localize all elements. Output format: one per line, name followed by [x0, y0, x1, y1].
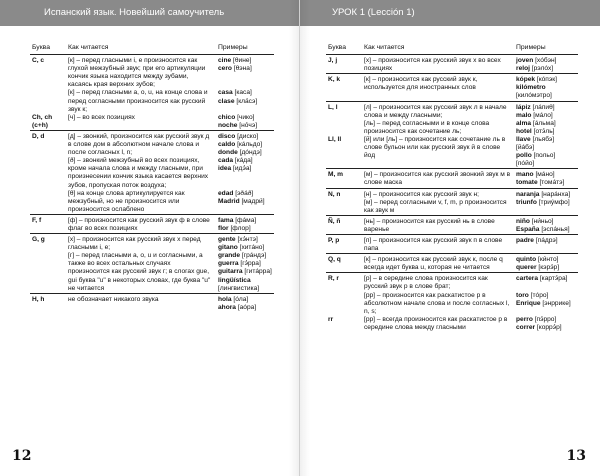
example-transcription: [мадри́]: [241, 197, 265, 205]
example-transcription: [гэ́рра]: [240, 260, 261, 268]
example-item: [516, 84, 576, 100]
example-item: [516, 120, 576, 128]
example-word: clase: [218, 97, 235, 105]
example-item: [516, 237, 576, 245]
letter-cell: K, k: [326, 74, 362, 101]
example-transcription: [томáтэ]: [539, 179, 565, 187]
example-item: [218, 190, 272, 198]
letter-cell: J, j: [326, 55, 362, 74]
table-row: [326, 199, 578, 216]
letter-cell: Q, q: [326, 254, 362, 273]
table-row: [30, 293, 274, 312]
example-word: mano: [516, 171, 534, 179]
example-word: malo: [516, 111, 532, 119]
example-word: flor: [218, 224, 229, 232]
table-row: [326, 55, 578, 74]
example-transcription: [хитáно]: [239, 244, 265, 252]
table-header-row: [326, 44, 578, 55]
column-header: Примеры: [514, 44, 578, 55]
column-header: Как читается: [362, 44, 514, 55]
example-item: [516, 264, 576, 272]
letter-cell: [326, 199, 362, 216]
example-item: [218, 65, 272, 73]
example-item: [516, 226, 576, 234]
examples-cell: [514, 55, 578, 74]
right-page: [300, 0, 600, 476]
example-transcription: [йáбэ]: [516, 144, 535, 152]
pronunciation-cell: [ль] – перед согласными и в конце слова произносится как сочетание ль;: [364, 119, 490, 135]
example-transcription: [картэ́ра]: [539, 275, 568, 283]
pronunciation-cell: [θ] на конце слова артикулируется как межзубный, но не произносится или произносится ослаблено: [68, 189, 185, 213]
column-header: Буква: [326, 44, 362, 55]
example-item: [218, 165, 272, 173]
pronunciation-cell: [к] – перед гласными a, o, u, на конце слова и перед согласными произносится как русский звук к;: [68, 89, 208, 113]
pronunciation-cell: [л] – произносится как русский звук л в начале слова и между гласными;: [362, 101, 514, 120]
examples-cell: [216, 214, 274, 233]
example-transcription: [энррике]: [542, 299, 571, 307]
example-word: hola: [218, 295, 232, 303]
example-item: [218, 260, 272, 268]
example-transcription: [áльма]: [532, 119, 556, 127]
letter-cell: Ñ, ñ: [326, 215, 362, 234]
example-item: [218, 244, 272, 252]
example-item: [218, 217, 272, 225]
table-row: [30, 55, 274, 90]
table-header-row: [30, 44, 274, 55]
example-item: [516, 152, 576, 160]
example-transcription: [кóпэк]: [536, 76, 557, 84]
table-row: [326, 273, 578, 292]
running-header: УРОК 1 (Lección 1): [300, 0, 600, 26]
example-word: cada: [218, 157, 234, 165]
example-item: [516, 104, 576, 112]
example-word: lingüística: [218, 276, 251, 284]
example-transcription: [кáда]: [234, 157, 253, 165]
example-transcription: [фáма]: [235, 216, 257, 224]
examples-cell: [514, 199, 578, 216]
table-row: [30, 157, 274, 189]
table-row: [30, 214, 274, 233]
examples-cell: [216, 130, 274, 157]
example-word: idea: [218, 165, 232, 173]
letter-cell: R, r: [326, 273, 362, 292]
pronunciation-cell: [рр] – произносится как раскатистое р в абсолютном начале слова и после согласных l, n, s;: [364, 291, 510, 315]
example-item: [516, 292, 576, 300]
pronunciation-table: [326, 44, 578, 332]
example-item: [516, 300, 576, 308]
example-transcription: [флор]: [230, 224, 251, 232]
example-word: perro: [516, 315, 533, 323]
page-number: 12: [12, 448, 32, 464]
example-item: [218, 141, 272, 149]
page-number: 13: [566, 448, 586, 464]
example-word: chico: [218, 113, 236, 121]
examples-cell: [216, 293, 274, 312]
pronunciation-cell: [ф] – произносится как русский звук ф в слове флаг во всех позициях: [66, 214, 216, 233]
example-word: cine: [218, 57, 232, 65]
letter-cell: [30, 157, 66, 189]
example-transcription: [аóра]: [237, 303, 257, 311]
example-transcription: [хэ́нтэ]: [237, 236, 258, 244]
example-word: llave: [516, 135, 531, 143]
example-transcription: [нарáнха]: [541, 190, 571, 198]
gutter-shadow: [300, 0, 310, 476]
letter-cell: [30, 252, 66, 293]
example-item: [218, 277, 272, 293]
table-row: [326, 316, 578, 332]
letter-cell: G, g: [30, 234, 66, 253]
example-transcription: [отэ́ль]: [533, 127, 555, 135]
table-row: [30, 89, 274, 113]
example-word: gente: [218, 236, 236, 244]
example-word: donde: [218, 149, 238, 157]
example-word: grande: [218, 252, 240, 260]
example-transcription: [θине]: [233, 57, 252, 65]
examples-cell: [216, 114, 274, 131]
letter-cell: H, h: [30, 293, 66, 312]
example-word: naranja: [516, 190, 540, 198]
example-transcription: [эспáнья]: [541, 225, 570, 233]
column-header: Буква: [30, 44, 66, 55]
example-item: [516, 112, 576, 120]
example-item: [218, 98, 272, 106]
example-item: [516, 171, 576, 179]
examples-cell: [514, 234, 578, 253]
example-item: [218, 236, 272, 244]
table-row: [326, 254, 578, 273]
table-row: [326, 74, 578, 101]
example-word: tomate: [516, 179, 538, 187]
example-transcription: [пáдрэ]: [535, 236, 558, 244]
example-item: [218, 304, 272, 312]
running-header: Испанский язык. Новейший самоучитель: [0, 0, 299, 26]
example-word: kilómetro: [516, 84, 546, 92]
example-transcription: [мáло]: [533, 111, 553, 119]
table-row: [326, 188, 578, 199]
example-transcription: [диско]: [237, 132, 259, 140]
example-item: [218, 133, 272, 141]
letter-cell: [326, 292, 362, 316]
examples-cell: [216, 190, 274, 215]
example-transcription: [льябэ]: [532, 135, 555, 143]
example-transcription: [грáндэ]: [241, 252, 267, 260]
example-item: [218, 89, 272, 97]
example-item: [516, 65, 576, 73]
example-word: reloj: [516, 65, 530, 73]
example-item: [218, 296, 272, 304]
example-item: [516, 57, 576, 65]
pronunciation-cell: [м] – перед согласными v, f, m, p произносится как звук м: [364, 198, 507, 214]
example-word: guitarra: [218, 268, 243, 276]
letter-cell: N, n: [326, 188, 362, 199]
table-row: [326, 292, 578, 316]
pronunciation-cell: [к] – перед гласными i, e произносится как глухой межзубный звук; при его артикуляции кончик языка находится между зубами, касаясь края верхних зубов;: [66, 55, 216, 90]
letter-cell: F, f: [30, 214, 66, 233]
letter-cell: M, m: [326, 169, 362, 188]
example-word: noche: [218, 121, 238, 129]
example-item: [516, 191, 576, 199]
example-item: [516, 76, 576, 84]
column-header: Примеры: [216, 44, 274, 55]
example-transcription: [мáно]: [535, 171, 555, 179]
examples-cell: [514, 120, 578, 136]
example-word: padre: [516, 236, 534, 244]
example-word: niño: [516, 217, 530, 225]
example-transcription: [óла]: [233, 295, 249, 303]
example-word: ahora: [218, 303, 236, 311]
letter-cell: Ch, ch (c+h): [32, 113, 53, 129]
examples-cell: [514, 188, 578, 199]
example-word: pollo: [516, 152, 532, 160]
example-transcription: [θэна]: [233, 65, 252, 73]
examples-cell: [514, 74, 578, 101]
examples-cell: [514, 101, 578, 120]
example-transcription: [тóро]: [530, 291, 549, 299]
example-word: lápiz: [516, 103, 531, 111]
table-row: [30, 190, 274, 215]
example-transcription: [триýмфо]: [538, 198, 570, 206]
pronunciation-cell: [к] – произносится как русский звук к, используется для иностранных слов: [362, 74, 514, 101]
example-item: [516, 136, 576, 144]
example-word: Madrid: [218, 197, 240, 205]
example-word: toro: [516, 291, 529, 299]
example-transcription: [лáпиθ]: [532, 103, 555, 111]
example-item: [218, 149, 272, 157]
example-item: [516, 144, 576, 152]
pronunciation-cell: [нь] – произносится как русский нь в слове варенье: [362, 215, 514, 234]
example-word: caldo: [218, 141, 236, 149]
example-word: fama: [218, 216, 234, 224]
examples-cell: [514, 254, 578, 273]
example-word: kópek: [516, 76, 536, 84]
example-word: Enrique: [516, 299, 541, 307]
table-row: [30, 252, 274, 293]
example-transcription: [польо]: [533, 152, 556, 160]
examples-cell: [216, 157, 274, 189]
letter-cell: [30, 190, 66, 215]
letter-cell: Ll, ll: [328, 135, 342, 143]
example-word: cartera: [516, 275, 538, 283]
example-transcription: [эðáð]: [235, 189, 254, 197]
examples-cell: [216, 89, 274, 113]
table-row: [326, 120, 578, 136]
example-word: cero: [218, 65, 232, 73]
examples-cell: [514, 316, 578, 332]
example-item: [516, 218, 576, 226]
table-row: [30, 234, 274, 253]
letter-cell: rr: [328, 315, 334, 323]
example-word: quinto: [516, 256, 537, 264]
example-transcription: [коррэ́р]: [536, 323, 562, 331]
table-row: [326, 169, 578, 188]
example-word: hotel: [516, 127, 532, 135]
examples-cell: [514, 169, 578, 188]
example-transcription: [чико]: [237, 113, 255, 121]
example-transcription: [каса]: [234, 89, 252, 97]
example-transcription: [пóйо]: [516, 160, 535, 168]
table-row: [326, 101, 578, 120]
examples-cell: [514, 136, 578, 169]
example-item: [218, 198, 272, 206]
letter-cell: C, c: [30, 55, 66, 90]
example-transcription: [идэ́а]: [233, 165, 252, 173]
example-transcription: [ки́нто]: [537, 256, 559, 264]
pronunciation-cell: [ч] – во всех позициях: [68, 113, 135, 121]
examples-cell: [514, 292, 578, 316]
letter-cell: [326, 120, 362, 136]
example-word: querer: [516, 264, 537, 272]
letter-cell: P, p: [326, 234, 362, 253]
example-item: [218, 122, 272, 130]
table-row: [30, 114, 274, 131]
example-item: [516, 275, 576, 283]
pronunciation-cell: [д] – звонкий, произносится как русский звук д в слове дом в абсолютном начале слова и после согласных l, n;: [66, 130, 216, 157]
examples-cell: [514, 215, 578, 234]
example-word: alma: [516, 119, 532, 127]
example-word: edad: [218, 189, 234, 197]
example-word: guerra: [218, 260, 239, 268]
example-item: [218, 225, 272, 233]
example-item: [516, 199, 576, 207]
example-word: gitano: [218, 244, 238, 252]
pronunciation-cell: [х] – произносится как русский звук х во всех позициях: [362, 55, 514, 74]
example-item: [516, 160, 576, 168]
pronunciation-cell: [п] – произносится как русский звук п в слове папа: [362, 234, 514, 253]
pronunciation-cell: [р] – в середине слова произносится как русский звук р в слове брат;: [362, 273, 514, 292]
table-row: [326, 234, 578, 253]
pronunciation-cell: [м] – произносится как русский звонкий звук м в слове маска: [362, 169, 514, 188]
example-word: disco: [218, 132, 236, 140]
example-transcription: [гитáрра]: [244, 268, 272, 276]
pronunciation-cell: [х] – произносится как русский звук х перед гласными i, e;: [66, 234, 216, 253]
pronunciation-cell: [г] – перед гласными a, o, u и согласными, а также во всех остальных случаях произносится как русский звук г; в слогах gue, gui буква "u" в некоторых словах, где буква "u" не читается: [68, 252, 211, 292]
example-transcription: [ни́ньо]: [531, 217, 554, 225]
example-item: [218, 268, 272, 276]
column-header: Как читается: [66, 44, 216, 55]
table-row: [326, 215, 578, 234]
example-word: España: [516, 225, 540, 233]
table-row: [326, 136, 578, 169]
examples-cell: [216, 55, 274, 90]
example-transcription: [лингвистика]: [218, 284, 260, 292]
example-item: [516, 316, 576, 324]
gutter-shadow: [289, 0, 299, 476]
example-transcription: [но́чэ]: [239, 121, 258, 129]
pronunciation-cell: не обозначает никакого звука: [66, 293, 216, 312]
pronunciation-table: [30, 44, 274, 312]
example-word: joven: [516, 57, 534, 65]
example-item: [516, 324, 576, 332]
example-word: correr: [516, 323, 536, 331]
examples-cell: [216, 252, 274, 293]
example-transcription: [кáльдо]: [237, 141, 263, 149]
example-transcription: [пэ́рро]: [534, 315, 557, 323]
example-word: casa: [218, 89, 233, 97]
letter-cell: D, d: [30, 130, 66, 157]
pronunciation-cell: [й] или [ль] – произносится как сочетание ль в слове бульон или как русский звук й в слове йод: [364, 135, 506, 160]
letter-cell: [30, 89, 66, 113]
example-item: [218, 57, 272, 65]
pronunciation-cell: [н] – произносится как русский звук н;: [362, 188, 514, 199]
table-row: [30, 130, 274, 157]
example-transcription: [хóбэн]: [535, 57, 557, 65]
examples-cell: [514, 273, 578, 292]
example-transcription: [кла́сэ]: [236, 97, 258, 105]
example-transcription: [кэрэ́р]: [538, 264, 560, 272]
examples-cell: [216, 234, 274, 253]
example-transcription: [рэлóх]: [531, 65, 554, 73]
example-item: [516, 179, 576, 187]
pronunciation-cell: [рр] – всегда произносится как раскатистое р в середине слова между гласными: [364, 315, 508, 331]
letter-cell: L, l: [326, 101, 362, 120]
pronunciation-cell: [ð] – звонкий межзубный во всех позициях, кроме начала слова и между гласными, при произнесении кончик языка касается верхних зубов, пропуская поток воздуха;: [68, 157, 209, 189]
example-item: [516, 128, 576, 136]
pronunciation-cell: [к] – произносится как русский звук к, после q всегда идет буква u, которая не читается: [362, 254, 514, 273]
example-item: [218, 114, 272, 122]
example-transcription: [дóндэ]: [239, 149, 262, 157]
example-word: triunfo: [516, 198, 537, 206]
example-transcription: [килóмэтро]: [516, 92, 552, 100]
